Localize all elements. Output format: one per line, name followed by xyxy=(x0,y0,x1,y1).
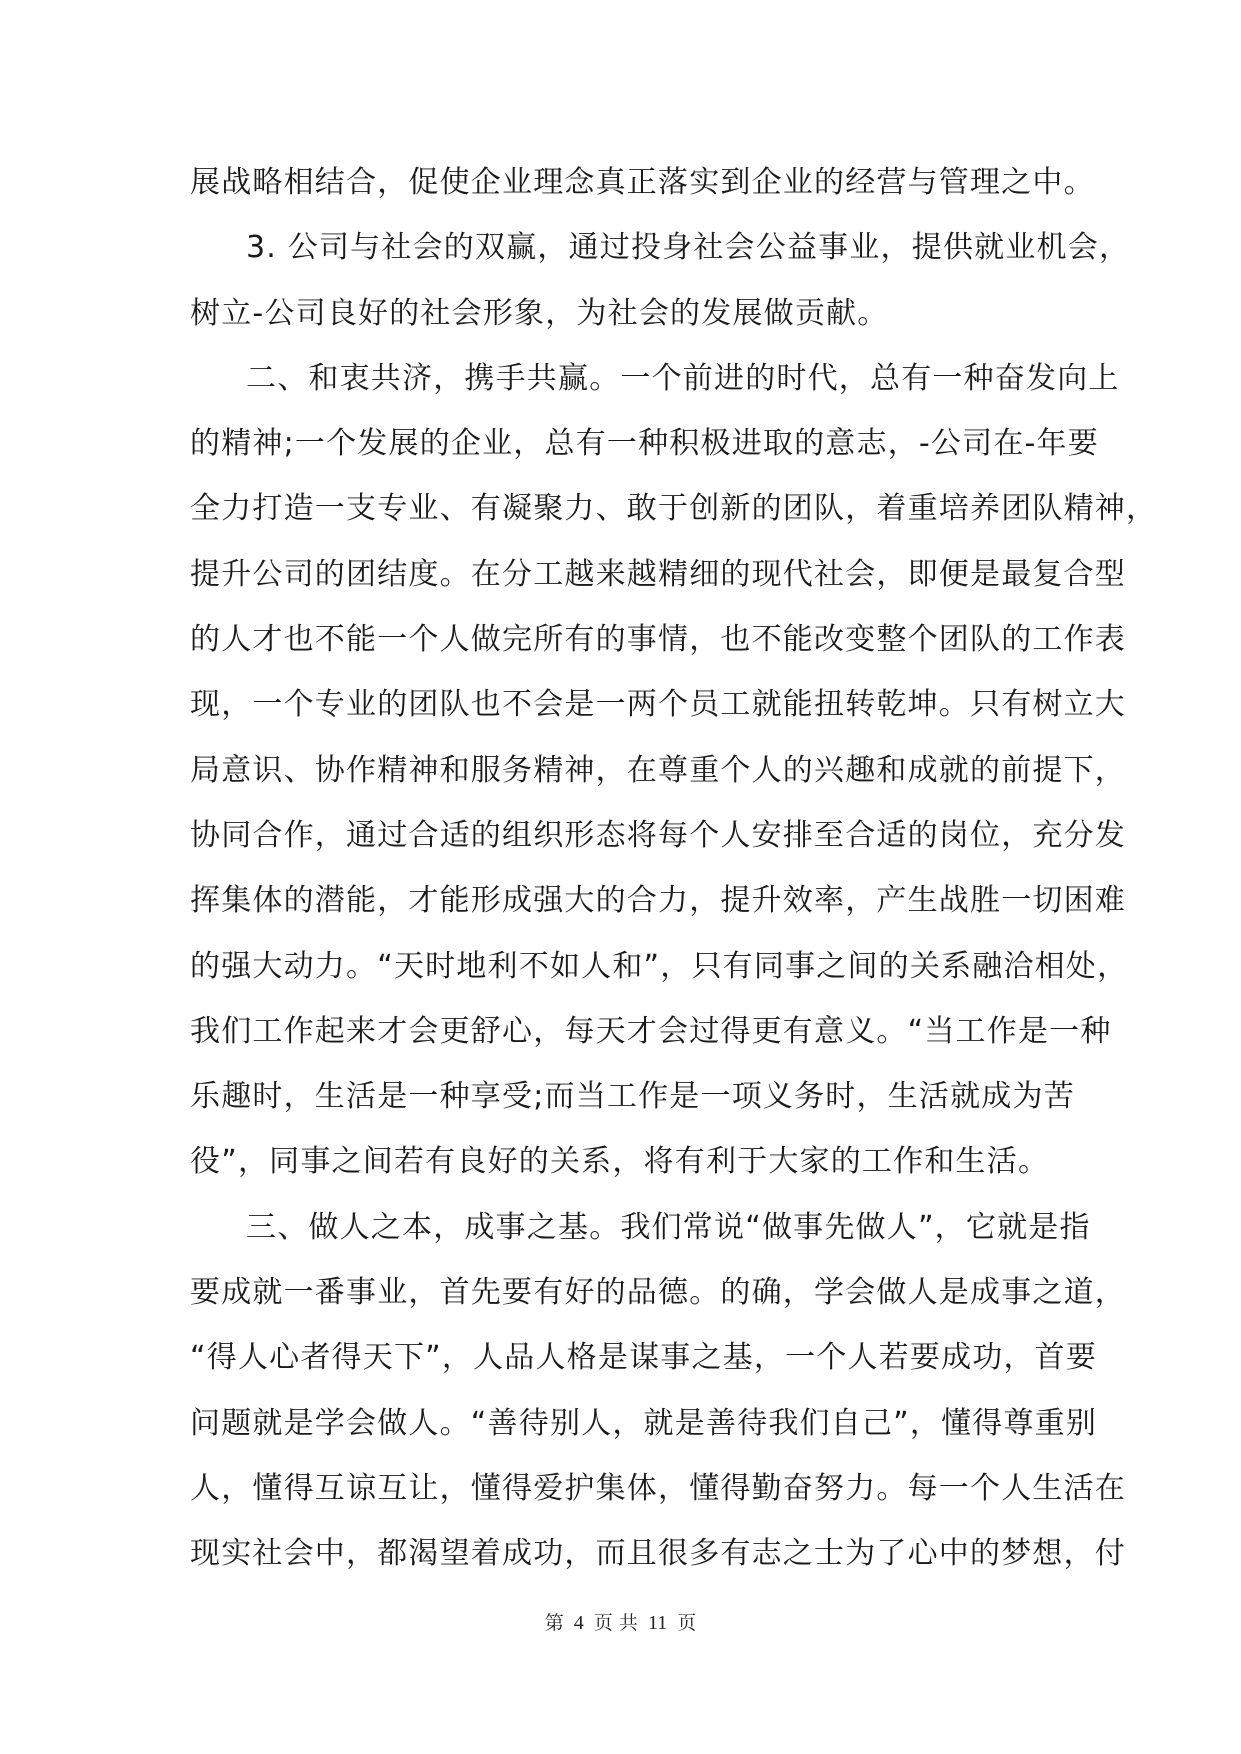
text-line: 树立-公司良好的社会形象，为社会的发展做贡献。 xyxy=(190,295,889,331)
page-footer xyxy=(0,1611,1241,1635)
footer-prefix: 第 xyxy=(544,1612,564,1634)
text-line: 局意识、协作精神和服务精神，在尊重个人的兴趣和成就的前提下， xyxy=(190,752,1126,788)
text-line: 乐趣时，生活是一种享受;而当工作是一项义务时，生活就成为苦 xyxy=(190,1079,1075,1115)
footer-middle: 页 共 xyxy=(593,1612,638,1634)
text-line: 的强大动力。“天时地利不如人和”，只有同事之间的关系融洽相处， xyxy=(190,948,1129,984)
current-page-number: 4 xyxy=(573,1612,584,1634)
text-line: 3. 公司与社会的双赢，通过投身社会公益事业，提供就业机会， xyxy=(246,230,1131,266)
text-line: 问题就是学会做人。“善待别人，就是善待我们自己”，懂得尊重别 xyxy=(190,1405,1098,1441)
text-line: 的人才也不能一个人做完所有的事情，也不能改变整个团队的工作表 xyxy=(190,622,1126,658)
text-line: 全力打造一支专业、有凝聚力、敢于创新的团队，着重培养团队精神， xyxy=(190,491,1158,527)
footer-suffix: 页 xyxy=(677,1612,697,1634)
body-text xyxy=(190,155,1158,1592)
text-line: 协同合作，通过合适的组织形态将每个人安排至合适的岗位，充分发 xyxy=(190,817,1126,853)
text-line: 役”，同事之间若有良好的关系，将有利于大家的工作和生活。 xyxy=(190,1144,1050,1180)
text-line: 人，懂得互谅互让，懂得爱护集体，懂得勤奋努力。每一个人生活在 xyxy=(190,1470,1126,1506)
text-line: 我们工作起来才会更舒心，每天才会过得更有意义。“当工作是一种 xyxy=(190,1013,1112,1049)
text-line: 展战略相结合，促使企业理念真正落实到企业的经营与管理之中。 xyxy=(190,165,1095,200)
text-line: “得人心者得天下”，人品人格是谋事之基，一个人若要成功，首要 xyxy=(190,1340,1098,1376)
text-line: 的精神;一个发展的企业，总有一种积极进取的意志，-公司在-年要 xyxy=(190,426,1099,462)
text-line: 要成就一番事业，首先要有好的品德。的确，学会做人是成事之道， xyxy=(190,1275,1126,1311)
text-line: 二、和衷共济，携手共赢。一个前进的时代，总有一种奋发向上 xyxy=(246,360,1120,396)
total-pages-number: 11 xyxy=(647,1612,668,1634)
text-line: 挥集体的潜能，才能形成强大的合力，提升效率，产生战胜一切困难 xyxy=(190,883,1126,919)
text-line: 提升公司的团结度。在分工越来越精细的现代社会，即便是最复合型 xyxy=(190,556,1126,592)
text-line: 三、做人之本，成事之基。我们常说“做事先做人”，它就是指 xyxy=(246,1209,1091,1245)
text-line: 现，一个专业的团队也不会是一两个员工就能扭转乾坤。只有树立大 xyxy=(190,687,1126,723)
text-line: 现实社会中，都渴望着成功，而且很多有志之士为了心中的梦想，付 xyxy=(190,1536,1126,1572)
